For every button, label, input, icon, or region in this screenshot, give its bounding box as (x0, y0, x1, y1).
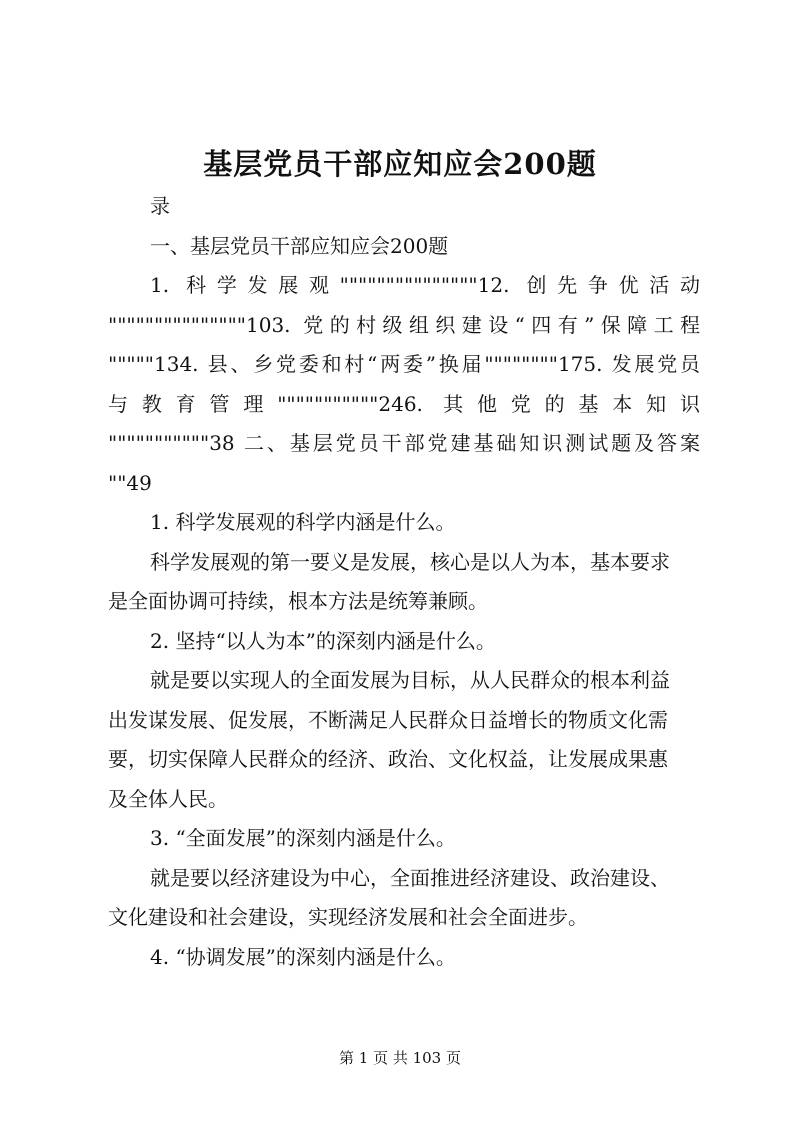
qa-item (108, 622, 700, 820)
answer-line: 出发谋发展、促发展，不断满足人民群众日益增长的物质文化需 (108, 707, 668, 732)
toc-heading: 一、基层党员干部应知应会200题 (150, 233, 449, 258)
page-title: 基层党员干部应知应会200题 (203, 147, 597, 181)
answer-line: 要，切实保障人民群众的经济、政治、文化权益，让发展成果惠 (108, 747, 668, 771)
question: 2. 坚持“以人为本”的深刻内涵是什么。 (150, 628, 496, 653)
answer-line: 文化建设和社会建设，实现经济发展和社会全面进步。 (108, 905, 588, 929)
toc-line: ""49 (108, 470, 152, 495)
page-footer: 第 1 页 共 103 页 (338, 1049, 461, 1067)
qa-item (108, 819, 700, 938)
answer-line: 科学发展观的第一要义是发展，核心是以人为本，基本要求 (150, 549, 670, 574)
toc-line: """""""""""38 二、基层党员干部党建基础知识测试题及答案 (108, 431, 700, 455)
qa-item (108, 503, 700, 622)
answer-line: 是全面协调可持续，根本方法是统筹兼顾。 (108, 589, 488, 613)
qa-item (108, 938, 700, 978)
table-of-contents (108, 266, 700, 503)
question: 3. “全面发展”的深刻内涵是什么。 (150, 826, 456, 850)
toc-line: 与教育管理"""""""""""246. 其他党的基本知识 (108, 391, 700, 416)
answer-line: 就是要以实现人的全面发展为目标，从人民群众的根本利益 (150, 668, 670, 692)
question: 4. “协调发展”的深刻内涵是什么。 (150, 944, 456, 969)
toc-line: 1. 科学发展观"""""""""""""""12. 创先争优活动 (150, 273, 700, 297)
toc-line: """""""""""""""103. 党的村级组织建设“四有”保障工程 (108, 312, 700, 337)
answer-line: 及全体人民。 (108, 786, 228, 811)
toc-line: """""134. 县、乡党委和村“两委”换届""""""""175. 发展党员 (108, 352, 700, 376)
document-body (108, 187, 700, 977)
question: 1. 科学发展观的科学内涵是什么。 (150, 510, 456, 534)
toc-label: 录 (150, 194, 170, 218)
answer-line: 就是要以经济建设为中心，全面推进经济建设、政治建设、 (150, 865, 670, 890)
